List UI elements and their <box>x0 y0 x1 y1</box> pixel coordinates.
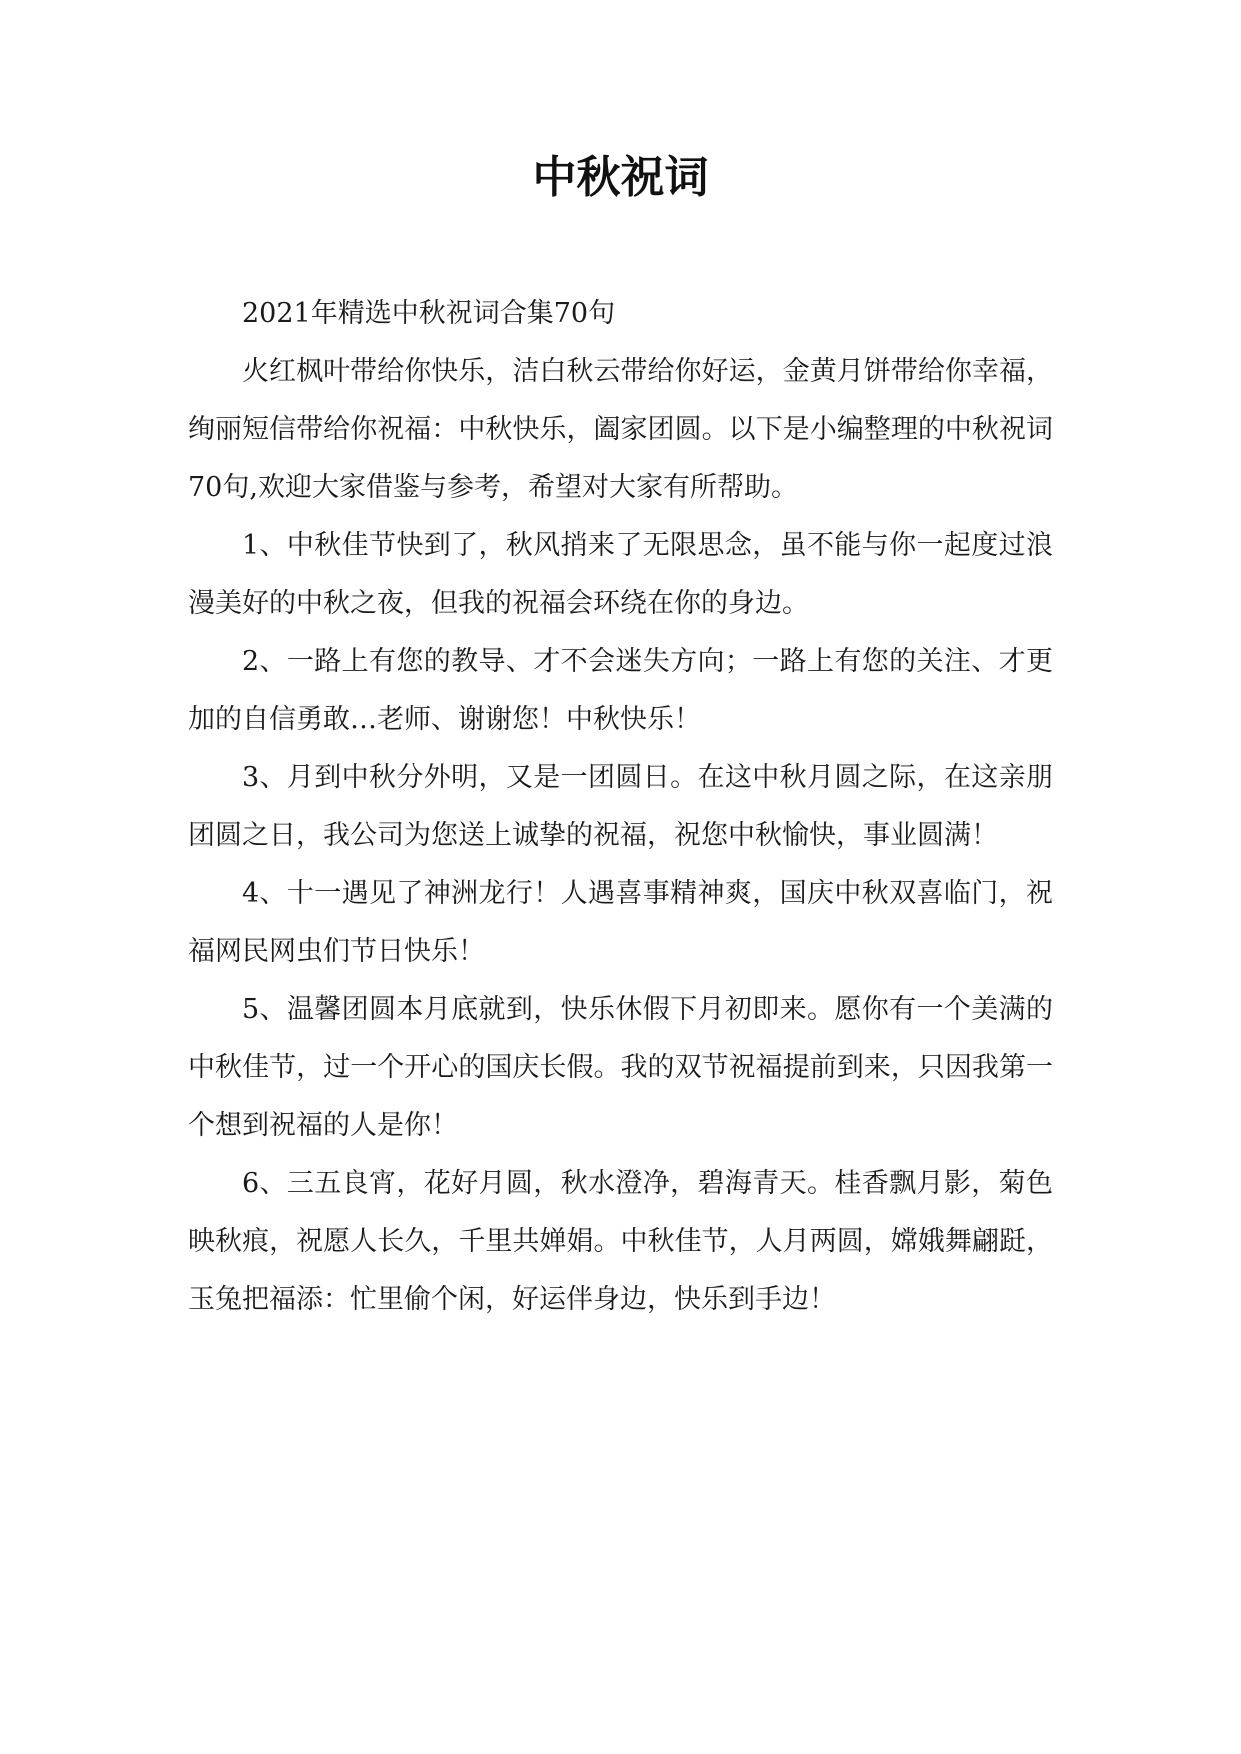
greeting-item-2: 2、一路上有您的教导、才不会迷失方向；一路上有您的关注、才更加的自信勇敢…老师、谢谢您！中秋快乐！ <box>188 646 1053 735</box>
greeting-item-4: 4、十一遇见了神洲龙行！人遇喜事精神爽，国庆中秋双喜临门，祝福网民网虫们节日快乐！ <box>188 878 1053 967</box>
subtitle-paragraph: 2021年精选中秋祝词合集70句 <box>242 298 616 329</box>
document-title: 中秋祝词 <box>532 152 709 203</box>
greeting-item-6: 6、三五良宵，花好月圆，秋水澄净，碧海青天。桂香飘月影，菊色映秋痕，祝愿人长久，千里共婵娟。中秋佳节，人月两圆，嫦娥舞翩跹，玉兔把福添：忙里偷个闲，好运伴身边，快乐到手边！ <box>188 1168 1053 1315</box>
greeting-item-1: 1、中秋佳节快到了，秋风捎来了无限思念，虽不能与你一起度过浪漫美好的中秋之夜，但我的祝福会环绕在你的身边。 <box>188 530 1053 619</box>
intro-paragraph: 火红枫叶带给你快乐，洁白秋云带给你好运，金黄月饼带给你幸福，绚丽短信带给你祝福：中秋快乐，阖家团圆。以下是小编整理的中秋祝词70句,欢迎大家借鉴与参考，希望对大家有所帮助。 <box>188 356 1053 503</box>
document-body <box>188 285 1053 1329</box>
greeting-item-3: 3、月到中秋分外明，又是一团圆日。在这中秋月圆之际，在这亲朋团圆之日，我公司为您送上诚挚的祝福，祝您中秋愉快，事业圆满！ <box>188 762 1053 851</box>
greeting-item-5: 5、温馨团圆本月底就到，快乐休假下月初即来。愿你有一个美满的中秋佳节，过一个开心的国庆长假。我的双节祝福提前到来，只因我第一个想到祝福的人是你！ <box>188 994 1053 1141</box>
